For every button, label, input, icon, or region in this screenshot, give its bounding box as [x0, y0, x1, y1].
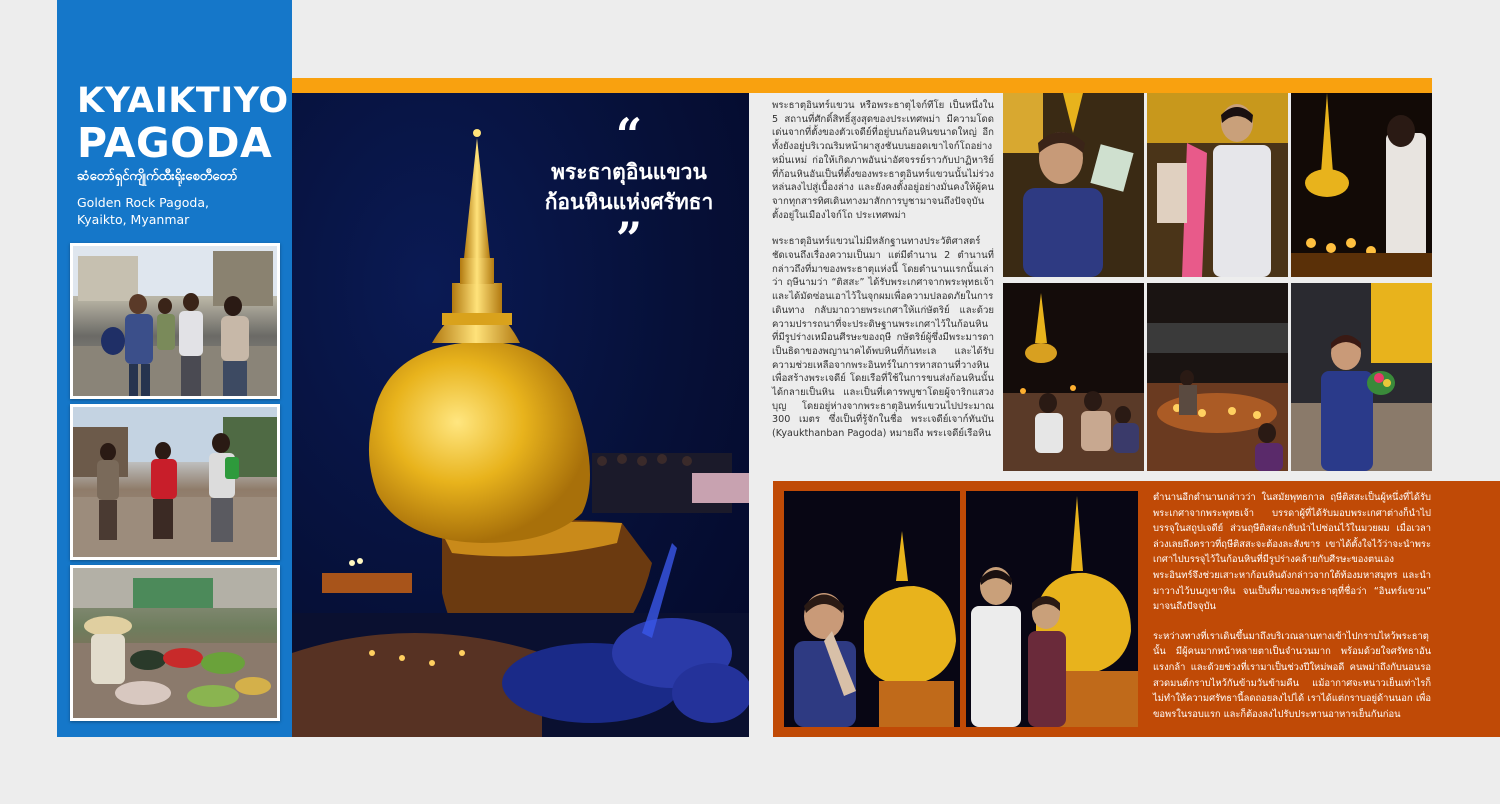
story-paragraph-1: ตำนานอีกตำนานกล่าวว่า ในสมัยพุทธกาล ฤษีติสสะเป็นผู้หนึ่งที่ได้รับพระเกศาจากพระพุทธเจ้า บรรดาผู้ที่ได้รับมอบพระเกศาต่างก็นำไปบรรจุในสถูปเจดีย์ ส่วนฤษีติสสะกลับนำไปซ่อนไว้ในมวยผม เมื่อเวลาล่วงเลยถึงคราวที่ฤษีติสสะจะต้องละสังขาร เขาได้ตั้งใจไว้ว่าจะนำพระเกศาไปบรรจุไว้ในก้อนหินที่มีรูปร่างคล้ายกับศีรษะของตนเอง พระอินทร์จึงช่วยเสาะหาก้อนหินดังกล่าวจากใต้ท้องมหาสมุทร และนำมาวางไว้บนภูเขาหิน จนเป็นที่มาของพระธาตุที่ชื่อว่า “อินทร์แขวน” มาจนถึงปัจจุบัน — [1153, 492, 1431, 613]
vegetable-market-photo — [70, 565, 280, 721]
golden-rock-hero-image — [292, 93, 749, 737]
accent-bar — [292, 78, 1432, 93]
burmese-title: ဆံတော်ရှင်ကျိုက်ထီးရိုးစေတီတော် — [77, 169, 238, 184]
subtitle-line-2: Kyaikto, Myanmar — [77, 212, 190, 227]
candle-offerings-photo — [1147, 283, 1288, 471]
open-quote-mark: “ — [615, 108, 643, 162]
subtitle-line-1: Golden Rock Pagoda, — [77, 195, 209, 210]
close-quote-mark: ” — [615, 212, 643, 266]
article-paragraph-1: พระธาตุอินทร์แขวน หรือพระธาตุไจก์ทีโย เป็นหนึ่งใน 5 สถานที่ศักดิ์สิทธิ์สูงสุดของประเทศพม่า มีความโดดเด่นจากที่ตั้งของตัวเจดีย์ที่อยู่บนก้อนหินขนาดใหญ่ อีกทั้งยังอยู่บริเวณริมหน้าผาสูงชันบนยอดเขาไจก์โถอย่างหมิ่นเหม่ ก่อให้เกิดภาพอันน่าอัศจรรย์ราวกับปาฏิหาริย์ที่ก้อนหินอันเป็นที่ตั้งของพระธาตุอินทร์แขวนนั้นไม่ร่วงหล่นลงไปสู่เบื้องล่าง และยังคงตั้งอยู่อย่างมั่นคงให้ผู้คนจากทุกสารทิศเดินทางมาสักการบูชามาจนถึงปัจจุบัน ตั้งอยู่ในเมืองไจก์โถ ประเทศพม่า — [772, 100, 994, 221]
location-subtitle — [77, 194, 209, 228]
article-text-column — [772, 99, 994, 454]
article-paragraph-2: พระธาตุอินทร์แขวนไม่มีหลักฐานทางประวัติศาสตร์ชัดเจนถึงเรื่องความเป็นมา แต่มีตำนาน 2 ตำนานที่กล่าวถึงที่มาของพระธาตุแห่งนี้ โดยตำนานแรกนั้นเล่าว่า ฤษีนามว่า “ติสสะ” ได้รับพระเกศาจากพระพุทธเจ้า และได้มัดซ่อนเอาไว้ในจุกผมเพื่อความปลอดภัยในการเดินทาง กลับมาถวายพระเกศาให้แก่ษัตริย์ และด้วยความปรารถนาที่จะประดิษฐานพระเกศาไว้ในก้อนหินที่มีรูปร่างเหมือนศีรษะของฤษี กษัตริย์ผู้ซึ่งมีพระมารดาเป็นธิดาของพญานาคได้พบหินที่ก้นทะเล และได้รับความช่วยเหลือจากพระอินทร์ในการหาสถานที่วางหินเพื่อสร้างพระเจดีย์ โดยเรือที่ใช้ในการขนส่งก้อนหินนั้นได้กลายเป็นหิน และเป็นที่เคารพบูชาโดยผู้จาริกแสวงบุญ โดยอยู่ห่างจากพระธาตุอินทร์แขวนไปประมาณ 300 เมตร ซึ่งเป็นที่รู้จักในชื่อ พระเจดีย์เจาก์ทันบัน (Kyaukthanban Pagoda) หมายถึง พระเจดีย์เรือหิน — [772, 236, 994, 440]
quote-line-2: ก้อนหินแห่งศรัทธา — [544, 190, 714, 214]
couple-at-golden-rock-photo — [966, 491, 1138, 727]
story-text — [1153, 490, 1431, 736]
woman-with-flowers-photo — [1291, 283, 1432, 471]
page-title — [77, 80, 289, 167]
market-crowd-photo — [70, 243, 280, 399]
woman-praying-at-rock-photo — [784, 491, 960, 727]
candles-at-pagoda-photo — [1291, 93, 1432, 277]
man-holding-scarf-photo — [1147, 93, 1288, 277]
praying-pilgrims-photo — [1003, 283, 1144, 471]
pilgrims-walking-photo — [70, 404, 280, 560]
pull-quote — [524, 108, 734, 266]
woman-holding-banknotes-photo — [1003, 93, 1144, 277]
quote-line-1: พระธาตุอินแขวน — [551, 160, 707, 184]
story-paragraph-2: ระหว่างทางที่เราเดินขึ้นมาถึงบริเวณลานทางเข้าไปกราบไหว้พระธาตุนั้น มีผู้คนมากหน้าหลายตาเป็นจำนวนมาก พร้อมด้วยใจศรัทธาอันแรงกล้า และด้วยช่วงที่เรามาเป็นช่วงปีใหม่พอดี คนพม่าถึงกับนอนรอ สวดมนต์กราบไหว้กันข้ามวันข้ามคืน แม้อากาศจะหนาวเย็นเท่าไรก็ไม่ทำให้ความศรัทธานี้ลดถอยลงไปได้ เราได้แต่กราบอยู่ด้านนอก เพื่อขอพรในรอบแรก และก็ต้องลงไปรับประทานอาหารเย็นกันก่อน — [1153, 630, 1431, 720]
title-line-2: PAGODA — [77, 119, 273, 167]
title-line-1: KYAIKTIYO — [77, 81, 289, 121]
